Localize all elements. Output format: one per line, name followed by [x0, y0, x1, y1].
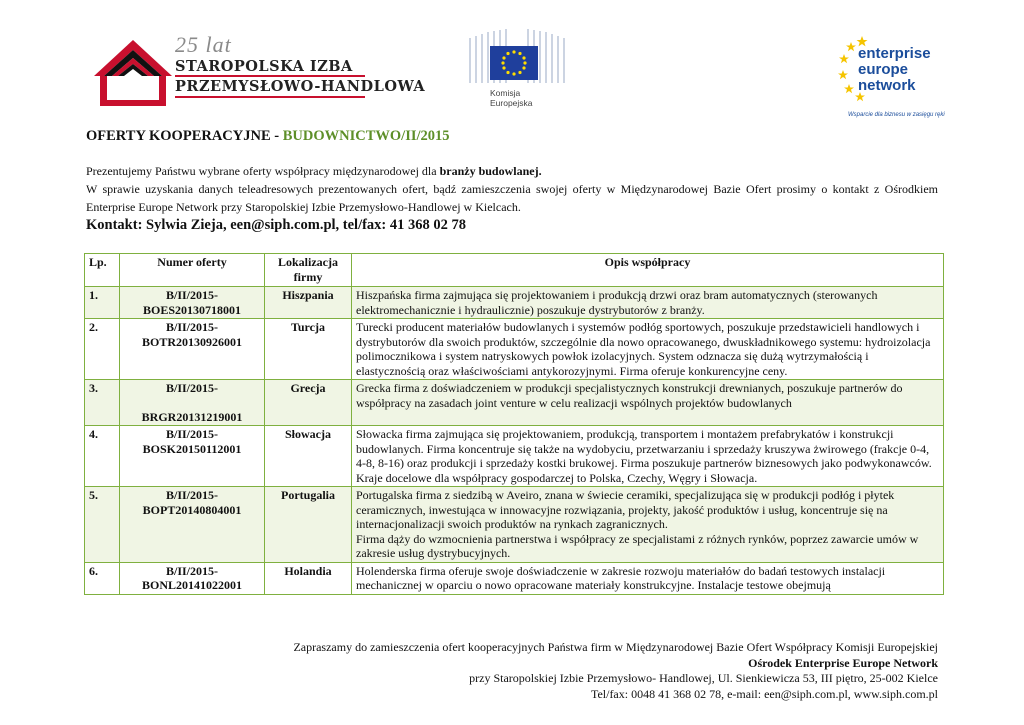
table-row: 5. B/II/2015- BOPT20140804001 Portugalia Portugalska firma z siedzibą w Aveiro, znana w świecie ceramiki, specjalizująca się w produkcji podłóg i płytek ceramicznych, inwestująca w innowacyjne rozwiązania, projekty, jakość produktów i usług, koncentruje się na internacjonalizacji swoich produktów na rynkach zagranicznych. Firma dąży do wzmocnienia partnerstwa i współpracy ze specjalistami z różnych rynków, poprzez zawarcie umów w zakresie usług dystrybucyjnych.: [85, 487, 944, 563]
footer-contact: Tel/fax: 0048 41 368 02 78, e-mail: een@siph.com.pl, www.siph.com.pl: [590, 686, 938, 701]
enterprise-europe-network-logo: [830, 30, 945, 125]
footer-invite: Zapraszamy do zamieszczenia ofert kooperacyjnych Państwa firm w Międzynarodowej Bazie Ofert Współpracy Komisji Europejskiej: [293, 640, 938, 654]
table-row: 3. B/II/2015- BRGR20131219001 Grecja Grecka firma z doświadczeniem w produkcji specjalistycznych konstrukcji drewnianych, poszukuje partnerów do współpracy na zasadach joint venture w celu realizacji wspólnych projektów budowlanych: [85, 380, 944, 426]
logo-divider: [175, 96, 365, 98]
berlaymont-building-icon: [462, 28, 572, 88]
page-title: OFERTY KOOPERACYJNE - BUDOWNICTWO/II/2015: [86, 128, 450, 144]
contact-line: Kontakt: Sylwia Zieja, een@siph.com.pl, tel/fax: 41 368 02 78: [86, 217, 467, 233]
table-row: 4. B/II/2015- BOSK20150112001 Słowacja Słowacka firma zajmująca się projektowaniem, produkcją, transportem i montażem prefabrykatów i konstrukcji budowlanych. Firma koncentruje się także na wydobyciu, przetwarzaniu i sprzedaży kruszywa żwirowego (frakcje 0-4, 4-8, 8-16) oraz produkcji i sprzedaży kostki brukowej. Firma poszukuje partnerów biznesowych jako podwykonawców. Kraje docelowe dla współpracy gospodarczej to Polska, Czechy, Węgry i Słowacja.: [85, 426, 944, 487]
siph-name-line2: PRZEMYSŁOWO-HANDLOWA: [175, 78, 426, 95]
ec-caption: Komisja Europejska: [490, 88, 533, 108]
title-accent: BUDOWNICTWO/II/2015: [282, 128, 450, 144]
table-row: 6. B/II/2015- BONL20141022001 Holandia Holenderska firma oferuje swoje doświadczenie w zakresie rozwoju materiałów do badań testowych instalacji mechanicznej w oparciu o nowo opracowane materiały konstrukcyjne. Instalacje testowe obejmują: [85, 562, 944, 594]
header-description: Opis współpracy: [352, 254, 944, 287]
intro-text: [86, 162, 938, 216]
header-location: Lokalizacja firmy: [265, 254, 352, 287]
jubilee-label: 25 lat: [175, 32, 232, 57]
footer-center-name: Ośrodek Enterprise Europe Network: [748, 655, 938, 670]
header-lp: Lp.: [85, 254, 120, 287]
header-code: Numer oferty: [120, 254, 265, 287]
siph-logo: [92, 30, 426, 110]
een-word-europe: europe: [858, 61, 909, 78]
een-word-enterprise: enterprise: [858, 45, 931, 62]
european-commission-logo: [462, 28, 572, 113]
intro-line2: W sprawie uzyskania danych teleadresowych prezentowanych ofert, bądź zamieszczenia swojej oferty w Międzynarodowej Bazie Ofert prosimy o kontakt z Ośrodkiem Enterprise Europe Network przy Staropolskiej Izbie Przemysłowo-Handlowej w Kielcach.: [86, 182, 938, 214]
offers-table: [84, 253, 944, 595]
intro-line1: Prezentujemy Państwu wybrane oferty współpracy międzynarodowej dla branży budowlanej.: [86, 164, 542, 178]
footer-address: przy Staropolskiej Izbie Przemysłowo- Handlowej, Ul. Sienkiewicza 53, III piętro, 25-002 Kielce: [469, 671, 938, 685]
roof-logo-icon: [92, 36, 174, 108]
table-row: 2. B/II/2015- BOTR20130926001 Turcja Turecki producent materiałów budowlanych i systemów podłóg sportowych, poszukuje przedstawicieli handlowych i dystrybutorów dla swoich produktów, szczególnie dla nowo opracowanego, dwuskładnikowego systemu: hydroizolacja polimocznikowa i system natryskowych powłok izolacyjnych. System odznacza się dużą wytrzymałością i elastycznością oraz właściwościami antykorozyjnymi. Firma oferuje konkurencyjne ceny.: [85, 319, 944, 380]
page-footer: [138, 640, 938, 702]
table-header-row: [85, 254, 944, 287]
table-row: 1. B/II/2015- BOES20130718001 Hiszpania Hiszpańska firma zajmująca się projektowaniem i produkcją drzwi oraz bram automatycznych (sterowanych elektromechanicznie i hydraulicznie) poszukuje dystrybutorów z branży.: [85, 287, 944, 319]
een-tagline: Wsparcie dla biznesu w zasięgu ręki: [848, 112, 945, 118]
logo-divider: [175, 75, 365, 77]
siph-name-line1: STAROPOLSKA IZBA: [175, 58, 353, 75]
een-word-network: network: [858, 77, 916, 94]
